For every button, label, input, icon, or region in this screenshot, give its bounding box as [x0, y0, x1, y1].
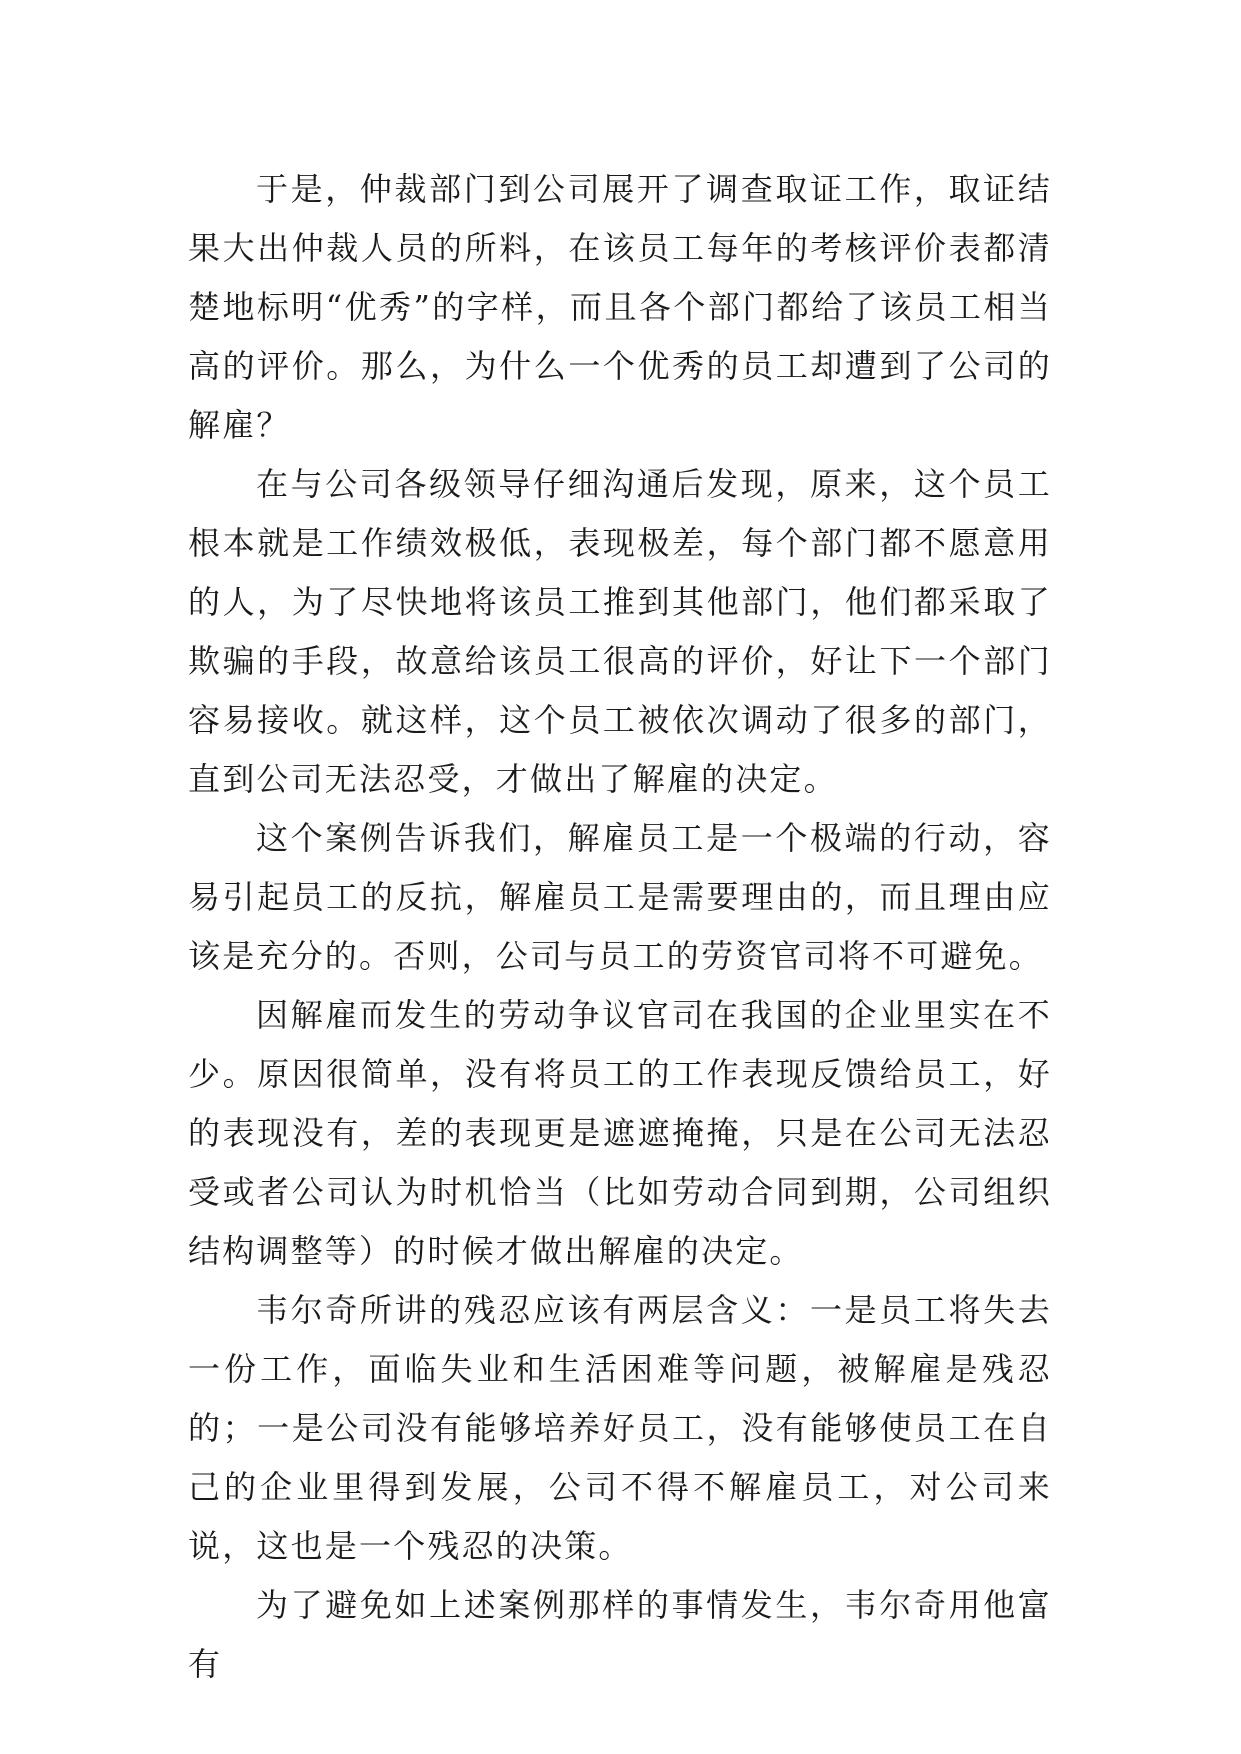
document-body [188, 160, 1052, 1694]
paragraph-6: 为了避免如上述案例那样的事情发生，韦尔奇用他富有 [188, 1586, 1052, 1683]
paragraph-5: 韦尔奇所讲的残忍应该有两层含义：一是员工将失去一份工作，面临失业和生活困难等问题，被解雇是残忍的；一是公司没有能够培养好员工，没有能够使员工在自己的企业里得到发展，公司不得不解雇员工，对公司来说，这也是一个残忍的决策。 [188, 1291, 1052, 1565]
paragraph-4: 因解雇而发生的劳动争议官司在我国的企业里实在不少。原因很简单，没有将员工的工作表现反馈给员工，好的表现没有，差的表现更是遮遮掩掩，只是在公司无法忍受或者公司认为时机恰当（比如劳动合同到期，公司组织结构调整等）的时候才做出解雇的决定。 [188, 996, 1052, 1270]
paragraph-1: 于是，仲裁部门到公司展开了调查取证工作，取证结果大出仲裁人员的所料，在该员工每年的考核评价表都清楚地标明“优秀”的字样，而且各个部门都给了该员工相当高的评价。那么，为什么一个优秀的员工却遭到了公司的解雇？ [188, 170, 1052, 444]
paragraph-3: 这个案例告诉我们，解雇员工是一个极端的行动，容易引起员工的反抗，解雇员工是需要理由的，而且理由应该是充分的。否则，公司与员工的劳资官司将不可避免。 [188, 819, 1052, 975]
paragraph-2: 在与公司各级领导仔细沟通后发现，原来，这个员工根本就是工作绩效极低，表现极差，每个部门都不愿意用的人，为了尽快地将该员工推到其他部门，他们都采取了欺骗的手段，故意给该员工很高的评价，好让下一个部门容易接收。就这样，这个员工被依次调动了很多的部门，直到公司无法忍受，才做出了解雇的决定。 [188, 465, 1052, 798]
